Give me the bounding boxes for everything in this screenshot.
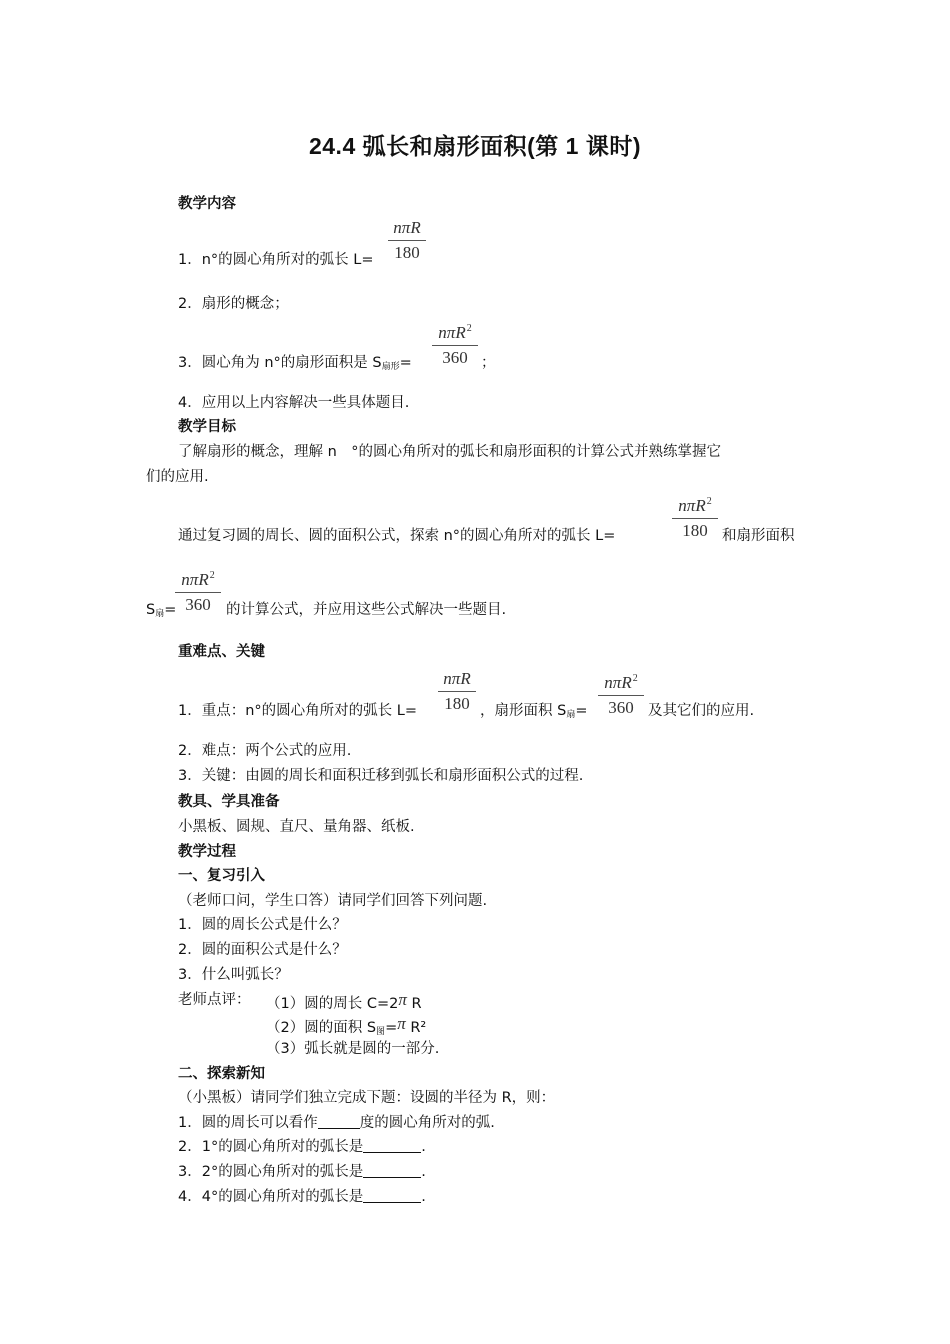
explore-question-3: 3．2°的圆心角所对的弧长是 . [178,1164,426,1180]
content-item-4: 4．应用以上内容解决一些具体题目. [178,395,410,411]
fraction-goal-area [175,566,221,615]
section-heading-key: 重难点、关键 [178,644,265,660]
tools-text: 小黑板、圆规、直尺、量角器、纸板. [178,819,415,835]
teacher-comment-1: （1）圆的周长 C=2π R [266,990,422,1012]
subsection-heading-review: 一、复习引入 [178,868,265,884]
fraction-goal-arc [672,492,718,541]
fraction-key-area [598,669,644,718]
content-item-1: 1．n°的圆心角所对的弧长 L= [178,252,374,268]
fraction-denominator: 360 [185,595,211,614]
fraction-bar [175,592,221,593]
key-item-2: 2．难点：两个公式的应用. [178,743,352,759]
fraction-bar [388,240,426,241]
review-question-3: 3．什么叫弧长？ [178,967,289,983]
content-item-3: 3．圆心角为 n°的扇形面积是 $S_{扇形}=$ [178,355,412,372]
content-item-3-tail: ； [481,355,496,371]
key-item-3: 3．关键：由圆的周长和面积迁移到弧长和扇形面积公式的过程. [178,768,584,784]
fraction-bar [672,518,718,519]
answer-blank[interactable] [318,1114,360,1129]
explore-question-1: 1．圆的周长可以看作 度的圆心角所对的弧. [178,1115,495,1131]
fraction-key-arc [438,669,476,714]
subsection-heading-explore: 二、探索新知 [178,1066,265,1082]
review-intro: （老师口问，学生口答）请同学们回答下列问题. [178,893,488,909]
fraction-numerator: nπR [443,669,471,688]
fraction-numerator: nπR$^2$ [678,496,712,515]
fraction-denominator: 360 [608,698,634,717]
fraction-numerator: nπR [393,218,421,237]
section-heading-process: 教学过程 [178,844,236,860]
goals-line-1: 了解扇形的概念，理解 n °的圆心角所对的弧长和扇形面积的计算公式并熟练掌握它 [178,444,722,460]
explore-question-4: 4．4°的圆心角所对的弧长是 . [178,1189,426,1205]
goals-line-4-lead: $S_扇=$ [146,602,177,619]
review-question-1: 1．圆的周长公式是什么？ [178,917,347,933]
fraction-denominator: 180 [394,243,420,262]
fraction-bar [438,691,476,692]
section-heading-goals: 教学目标 [178,419,236,435]
fraction-denominator: 360 [442,348,468,367]
answer-blank[interactable] [363,1138,421,1153]
goals-line-4: 的计算公式，并应用这些公式解决一些题目. [226,602,507,618]
explore-question-2: 2．1°的圆心角所对的弧长是 . [178,1139,426,1155]
teacher-comment-2: （2）圆的面积 $S_图=\pi$ R² [266,1014,427,1037]
fraction-denominator: 180 [444,694,470,713]
fraction-sector-area [432,319,478,368]
key-item-1-lead: 1．重点：n°的圆心角所对的弧长 L= [178,703,418,719]
page-title: 24.4 弧长和扇形面积(第 1 课时) [308,133,642,159]
teacher-comment-3: （3）弧长就是圆的一部分. [266,1041,440,1057]
explore-intro: （小黑板）请同学们独立完成下题：设圆的半径为 R，则： [178,1090,556,1106]
teacher-comment-label: 老师点评： [178,992,251,1008]
key-item-1-tail: 及其它们的应用. [648,703,755,719]
fraction-denominator: 180 [682,521,708,540]
goals-line-2: 们的应用. [146,469,209,485]
key-item-1-mid: ，扇形面积 $S_扇=$ [480,703,588,720]
section-heading-tools: 教具、学具准备 [178,794,280,810]
goals-line-3-tail: 和扇形面积 [722,528,795,544]
section-heading-content: 教学内容 [178,196,236,212]
fraction-numerator: nπR$^2$ [604,673,638,692]
fraction-bar [432,345,478,346]
fraction-numerator: nπR$^2$ [181,570,215,589]
fraction-bar [598,695,644,696]
answer-blank[interactable] [363,1163,421,1178]
goals-line-3: 通过复习圆的周长、圆的面积公式，探索 n°的圆心角所对的弧长 L= [178,528,616,544]
answer-blank[interactable] [363,1188,421,1203]
fraction-numerator: nπR$^2$ [438,323,472,342]
content-item-2: 2．扇形的概念； [178,296,289,312]
fraction-arc-length [388,218,426,263]
review-question-2: 2．圆的面积公式是什么？ [178,942,347,958]
